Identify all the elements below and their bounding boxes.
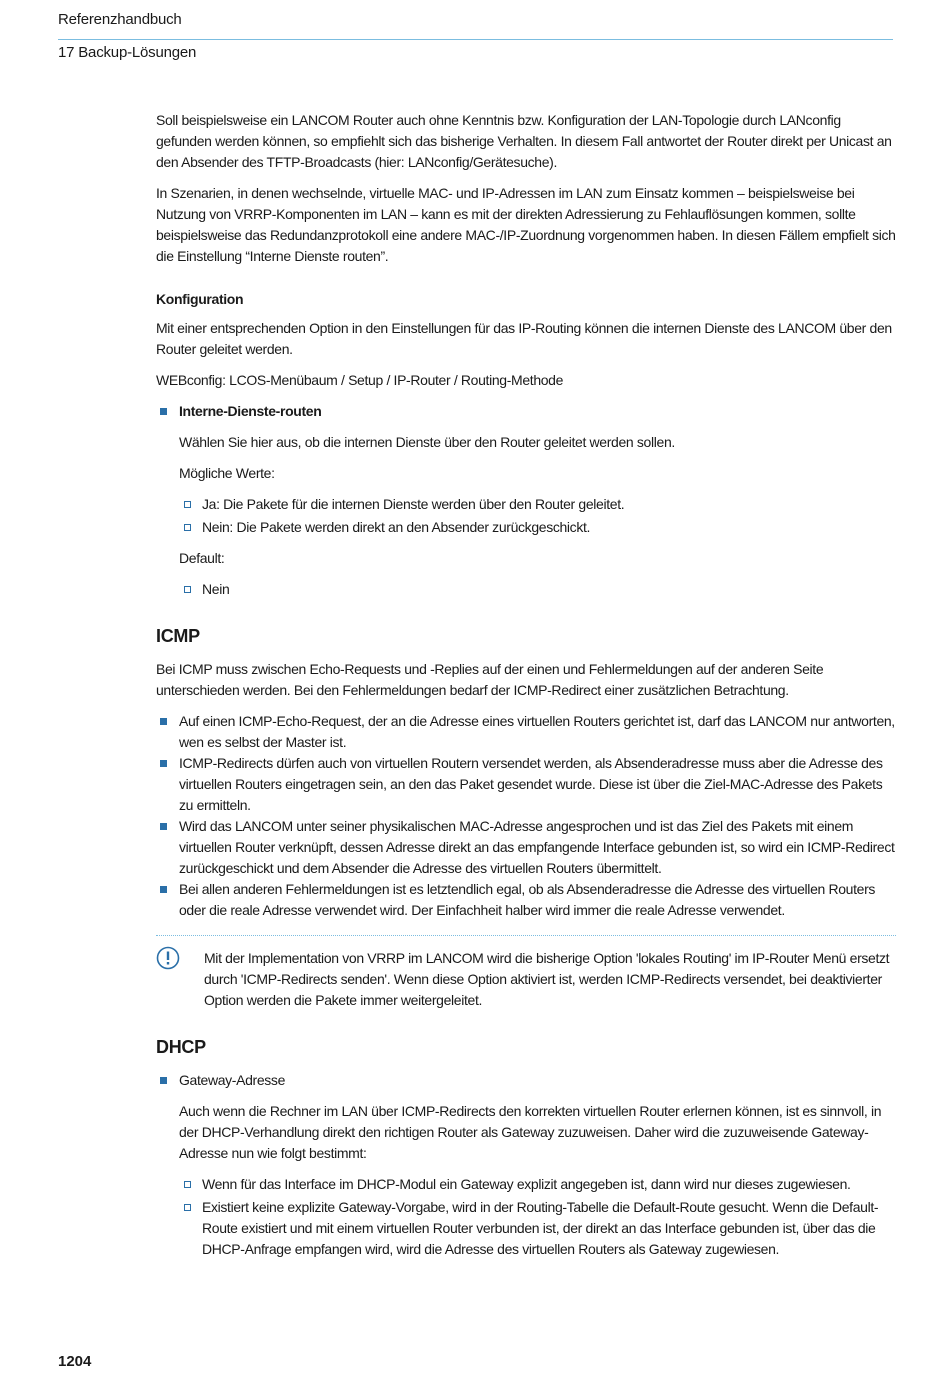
running-header-title: Referenzhandbuch	[58, 11, 182, 28]
list-item: Bei allen anderen Fehlermeldungen ist es letztendlich egal, ob als Absenderadresse die Adresse des virtuellen Routers oder die reale Adresse verwendet wird. Der Einfachheit halber wird immer die reale Adresse verwendet.	[156, 879, 896, 921]
bullet-square-icon	[160, 408, 167, 415]
list-item: Wenn für das Interface im DHCP-Modul ein Gateway explizit angegeben ist, dann wird nur dieses zugewiesen.	[179, 1174, 896, 1195]
page-number: 1204	[58, 1353, 92, 1370]
note-box	[156, 935, 896, 1011]
config-menu-path: WEBconfig: LCOS-Menübaum / Setup / IP-Router / Routing-Methode	[156, 372, 564, 388]
running-header-chapter: 17 Backup-Lösungen	[58, 44, 197, 61]
page-body	[156, 110, 896, 1270]
icmp-heading: ICMP	[156, 626, 200, 646]
list-item: Wird das LANCOM unter seiner physikalischen MAC-Adresse angesprochen und ist das Ziel des Pakets mit einem virtuellen Router verknüpft, dessen Adresse direkt an das empfangende Interface gebunden ist, so wird ein ICMP-Redirect zurückgeschickt und dem Absender die Adresse des virtuellen Routers übermittelt.	[156, 816, 896, 879]
list-item: Nein: Die Pakete werden direkt an den Absender zurückgeschickt.	[179, 517, 896, 538]
dhcp-item	[156, 1070, 896, 1260]
values-label: Mögliche Werte:	[179, 465, 275, 481]
bullet-square-icon	[160, 823, 167, 830]
config-option-item	[156, 401, 896, 600]
dhcp-item-title: Gateway-Adresse	[179, 1072, 286, 1088]
list-item: Ja: Die Pakete für die internen Dienste werden über den Router geleitet.	[179, 494, 896, 515]
list-item: Existiert keine explizite Gateway-Vorgabe, wird in der Routing-Tabelle die Default-Route gesucht. Wenn die Default-Route existiert und mit einem virtuellen Router verbunden ist, der direkt an das Interface gebunden ist, über das die DHCP-Anfrage empfangen wird, wird die Adresse des virtuellen Routers als Gateway zugewiesen.	[179, 1197, 896, 1260]
list-item: Nein	[179, 579, 896, 600]
header-divider	[58, 39, 893, 40]
bullet-outline-square-icon	[184, 1204, 191, 1211]
config-option-desc: Wählen Sie hier aus, ob die internen Dienste über den Router geleitet werden sollen.	[179, 434, 675, 450]
config-option-list	[156, 401, 896, 600]
bullet-outline-square-icon	[184, 586, 191, 593]
list-item: Auf einen ICMP-Echo-Request, der an die Adresse eines virtuellen Routers gerichtet ist, darf das LANCOM nur antworten, wen es selbst der Master ist.	[156, 711, 896, 753]
default-label: Default:	[179, 550, 225, 566]
intro-paragraph-2: In Szenarien, in denen wechselnde, virtuelle MAC- und IP-Adressen im LAN zum Einsatz kommen – beispielsweise bei Nutzung von VRRP-Komponenten im LAN – kann es mit der direkten Adressierung zu Fehlauflösungen kommen, sollte beispielsweise das Redundanzprotokoll eine andere MAC-/IP-Zuordnung vorgenommen haben. In diesen Fällem empfielt sich die Einstellung “Interne Dienste routen”.	[156, 185, 896, 264]
bullet-square-icon	[160, 718, 167, 725]
default-list	[179, 579, 896, 600]
icmp-bullet-list	[156, 711, 896, 921]
intro-paragraph-1: Soll beispielsweise ein LANCOM Router auch ohne Kenntnis bzw. Konfiguration der LAN-Topologie durch LANconfig gefunden werden können, so empfiehlt sich das bisherige Verhalten. In diesem Fall antwortet der Router direkt per Unicast an den Absender des TFTP-Broadcasts (hier: LANconfig/Gerätesuche).	[156, 112, 892, 170]
bullet-square-icon	[160, 1077, 167, 1084]
config-paragraph: Mit einer entsprechenden Option in den Einstellungen für das IP-Routing können die internen Dienste des LANCOM über den Router geleitet werden.	[156, 320, 892, 357]
config-heading: Konfiguration	[156, 291, 244, 307]
config-option-title: Interne-Dienste-routen	[179, 403, 322, 419]
list-item: ICMP-Redirects dürfen auch von virtuellen Routern versendet werden, als Absenderadresse muss aber die Adresse des virtuellen Routers eingetragen sein, an den das Paket gesendet wurde. Diese ist über die Ziel-MAC-Adresse des Pakets zu ermitteln.	[156, 753, 896, 816]
bullet-outline-square-icon	[184, 501, 191, 508]
bullet-outline-square-icon	[184, 1181, 191, 1188]
icmp-intro: Bei ICMP muss zwischen Echo-Requests und -Replies auf der einen und Fehlermeldungen auf der anderen Seite unterschieden werden. Bei den Fehlermeldungen bedarf der ICMP-Redirect einer zusätzlichen Betrachtung.	[156, 661, 824, 698]
warning-icon	[156, 946, 180, 970]
dhcp-heading: DHCP	[156, 1037, 206, 1057]
bullet-outline-square-icon	[184, 524, 191, 531]
bullet-square-icon	[160, 760, 167, 767]
dhcp-sublist	[179, 1174, 896, 1260]
dhcp-item-desc: Auch wenn die Rechner im LAN über ICMP-Redirects den korrekten virtuellen Router erlernen können, ist es sinnvoll, in der DHCP-Verhandlung direkt den richtigen Router als Gateway zuzuweisen. Daher wird die zuzuweisende Gateway-Adresse nun wie folgt bestimmt:	[179, 1103, 882, 1161]
dhcp-list	[156, 1070, 896, 1260]
note-text: Mit der Implementation von VRRP im LANCOM wird die bisherige Option 'lokales Routing' im IP-Router Menü ersetzt durch 'ICMP-Redirects senden'. Wenn diese Option aktiviert ist, werden ICMP-Redirects versendet, bei deaktivierter Option werden die Pakete immer weitergeleitet.	[204, 950, 890, 1008]
bullet-square-icon	[160, 886, 167, 893]
values-list	[179, 494, 896, 538]
